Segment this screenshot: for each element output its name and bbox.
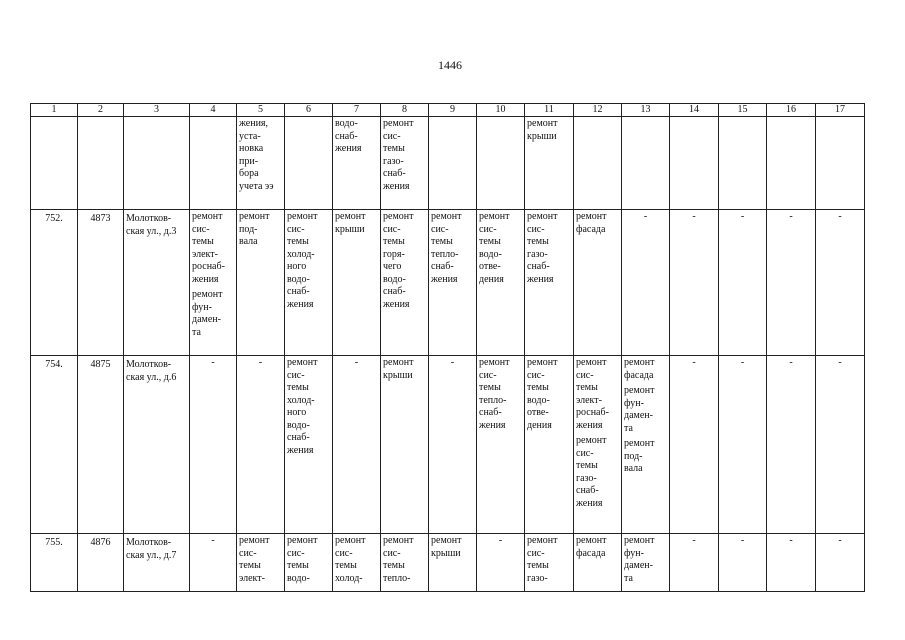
cell-text: ремонт крыши: [383, 357, 414, 381]
cell-dash: -: [719, 210, 767, 356]
cell-text: ремонт сис- темы элект- роснаб- жения: [192, 211, 225, 285]
table-row: [31, 356, 865, 534]
column-header: 13: [622, 104, 670, 117]
cell-dash: -: [719, 356, 767, 534]
cell-text: ремонт сис- темы газо- снаб- жения: [576, 435, 607, 509]
row-number: 755.: [31, 534, 78, 592]
cell-dash: -: [816, 210, 865, 356]
cell-text: ремонт крыши: [431, 535, 462, 559]
cell-dash: -: [333, 356, 381, 534]
cell-text: ремонт под- вала: [239, 211, 270, 247]
cell-dash: -: [477, 534, 525, 592]
column-header: 12: [574, 104, 622, 117]
table-row: [31, 210, 865, 356]
cell-text: жения, уста- новка при- бора учета ээ: [239, 118, 274, 192]
column-header: 14: [670, 104, 719, 117]
cell-dash: -: [622, 210, 670, 356]
address: Молотков- ская ул., д.6: [126, 359, 177, 383]
cell-text: ремонт сис- темы элект- роснаб- жения: [576, 357, 609, 431]
column-header: 9: [429, 104, 477, 117]
cell-text: ремонт крыши: [527, 118, 558, 142]
cell-text: ремонт сис- темы тепло- снаб- жения: [431, 211, 462, 285]
cell-dash: -: [190, 356, 237, 534]
cell-dash: -: [767, 534, 816, 592]
row-number: 752.: [31, 210, 78, 356]
cell-dash: -: [719, 534, 767, 592]
cell-dash: -: [767, 210, 816, 356]
cell-text: ремонт фасада: [576, 535, 607, 559]
column-header: 6: [285, 104, 333, 117]
cell-text: ремонт сис- темы холод- ного водо- снаб- жения: [287, 211, 318, 310]
column-header: 3: [124, 104, 190, 117]
column-header-row: [31, 104, 865, 117]
cell-text: ремонт крыши: [335, 211, 366, 235]
column-header: 10: [477, 104, 525, 117]
cell-dash: -: [816, 534, 865, 592]
column-header: 11: [525, 104, 574, 117]
column-header: 8: [381, 104, 429, 117]
cell-text: ремонт сис- темы тепло- снаб- жения: [479, 357, 510, 431]
cell-text: ремонт сис- темы холод- ного водо- снаб- жения: [287, 357, 318, 456]
house-code: 4876: [78, 534, 124, 592]
house-code: 4873: [78, 210, 124, 356]
cell-text: ремонт сис- темы тепло-: [383, 535, 414, 584]
cell-text: ремонт фасада: [576, 211, 607, 235]
column-header: 7: [333, 104, 381, 117]
cell-text: ремонт сис- темы холод-: [335, 535, 366, 584]
cell-text: ремонт фун- дамен- та: [624, 535, 655, 584]
repair-schedule-table: [30, 103, 865, 592]
cell-text: ремонт сис- темы элект-: [239, 535, 270, 584]
cell-text: водо- снаб- жения: [335, 118, 362, 154]
column-header: 1: [31, 104, 78, 117]
address: Молотков- ская ул., д.7: [126, 537, 177, 561]
cell-text: ремонт фасада: [624, 357, 655, 381]
cell-text: ремонт под- вала: [624, 438, 655, 474]
page-number: 1446: [438, 58, 462, 72]
cell-text: ремонт сис- темы газо- снаб- жения: [383, 118, 414, 192]
row-number: 754.: [31, 356, 78, 534]
cell-text: ремонт фун- дамен- та: [624, 385, 655, 434]
cell-dash: -: [429, 356, 477, 534]
cell-dash: -: [767, 356, 816, 534]
cell-text: ремонт сис- темы горя- чего водо- снаб- жения: [383, 211, 414, 310]
column-header: 5: [237, 104, 285, 117]
cell-text: ремонт сис- темы водо-: [287, 535, 318, 584]
cell-text: ремонт сис- темы газо-: [527, 535, 558, 584]
cell-text: ремонт сис- темы водо- отве- дения: [527, 357, 558, 431]
cell-text: ремонт сис- темы газо- снаб- жения: [527, 211, 558, 285]
cell-dash: -: [190, 534, 237, 592]
column-header: 17: [816, 104, 865, 117]
column-header: 4: [190, 104, 237, 117]
column-header: 15: [719, 104, 767, 117]
column-header: 2: [78, 104, 124, 117]
cell-dash: -: [670, 534, 719, 592]
table-row: [31, 534, 865, 592]
cell-text: ремонт фун- дамен- та: [192, 289, 223, 338]
address: Молотков- ская ул., д.3: [126, 213, 177, 237]
cell-dash: -: [237, 356, 285, 534]
cell-dash: -: [670, 210, 719, 356]
column-header: 16: [767, 104, 816, 117]
house-code: 4875: [78, 356, 124, 534]
cell-dash: -: [670, 356, 719, 534]
continuation-row: [31, 117, 865, 210]
cell-dash: -: [816, 356, 865, 534]
cell-text: ремонт сис- темы водо- отве- дения: [479, 211, 510, 285]
